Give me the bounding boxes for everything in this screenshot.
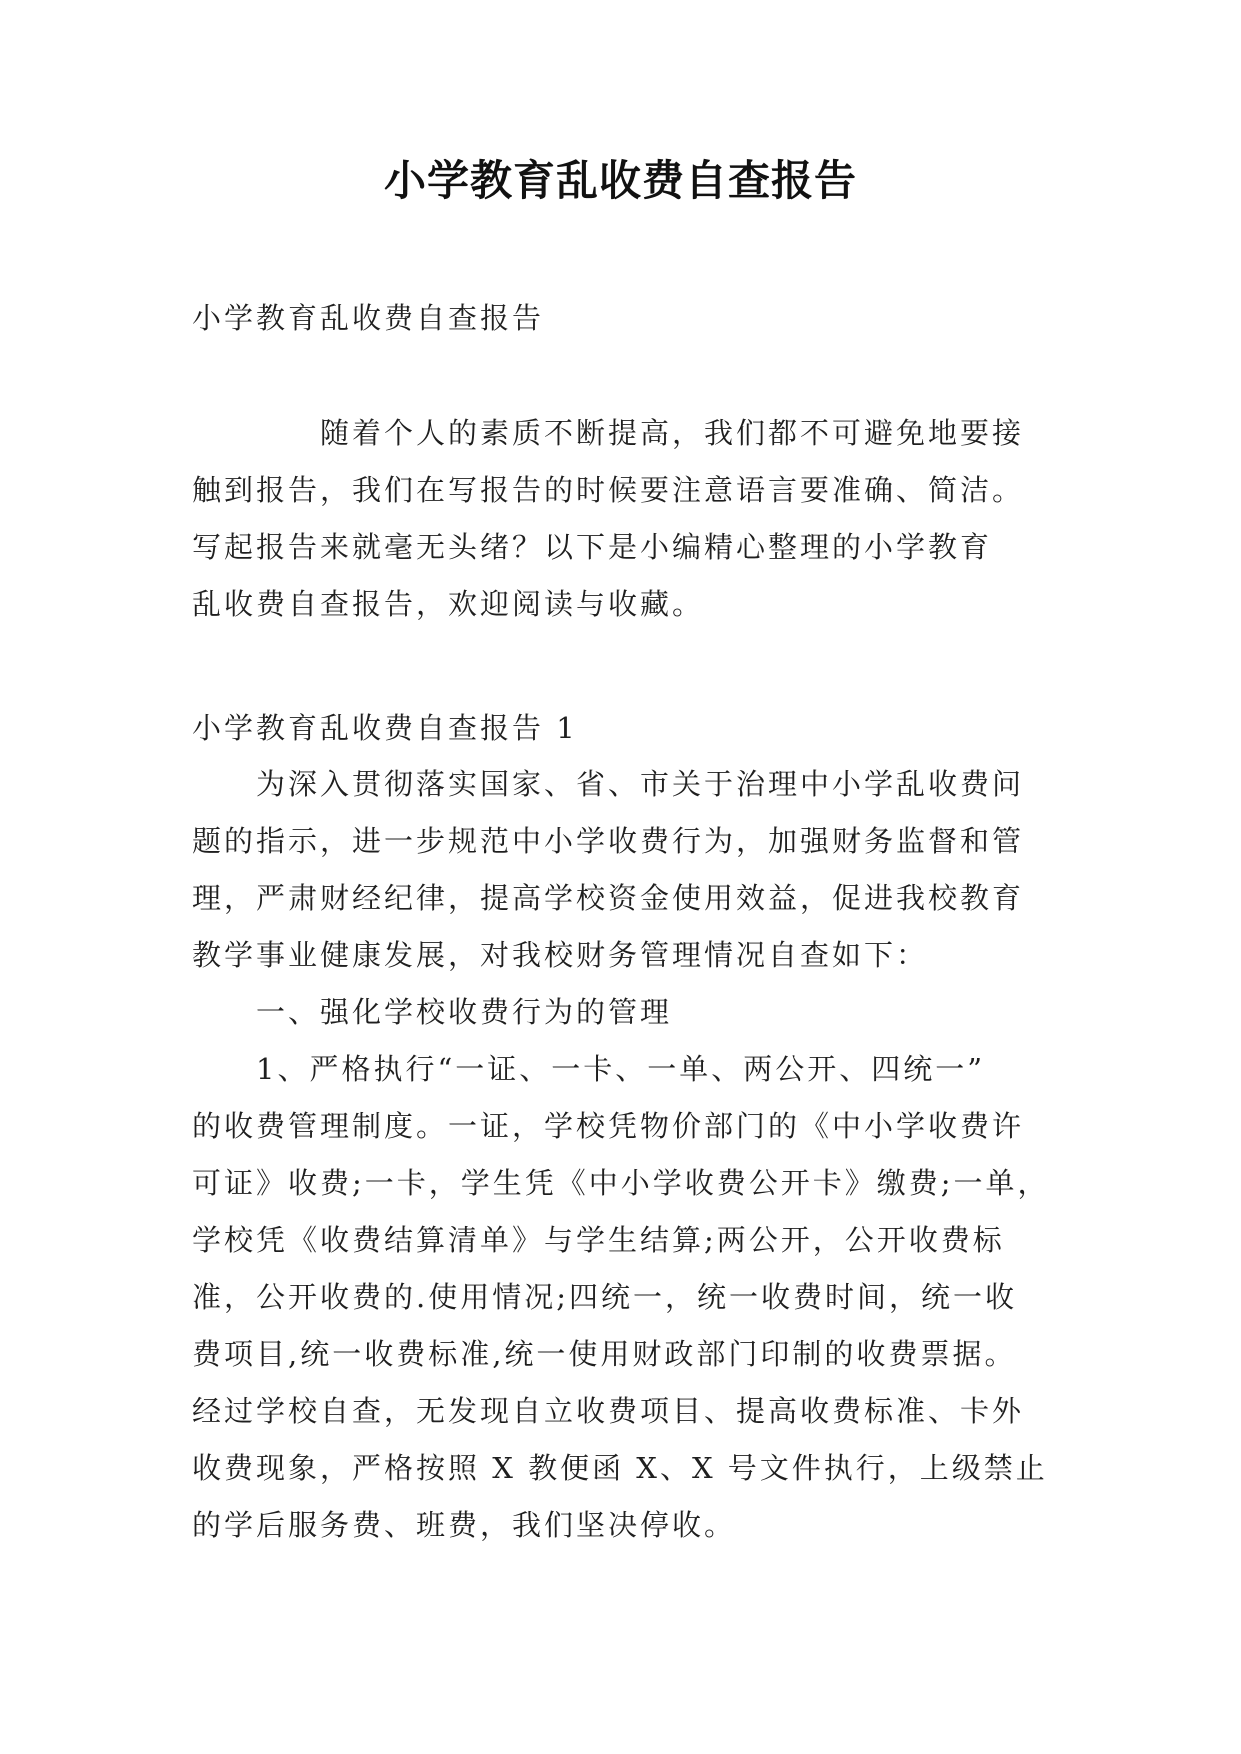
section-content <box>192 756 1072 1554</box>
content-line: 教学事业健康发展，对我校财务管理情况自查如下： <box>192 938 929 972</box>
document-subtitle <box>192 290 1072 347</box>
content-line: 一、强化学校收费行为的管理 <box>192 995 673 1029</box>
content-line: 的收费管理制度。一证，学校凭物价部门的《中小学收费许 <box>192 1109 1025 1143</box>
section-heading <box>192 700 1072 757</box>
section-heading-line: 小学教育乱收费自查报告 1 <box>192 711 578 745</box>
content-line: 题的指示，进一步规范中小学收费行为，加强财务监督和管 <box>192 824 1025 858</box>
document-title: 小学教育乱收费自查报告 <box>383 156 857 205</box>
content-line: 准，公开收费的.使用情况;四统一，统一收费时间，统一收 <box>192 1280 1017 1314</box>
content-line: 的学后服务费、班费，我们坚决停收。 <box>192 1508 737 1542</box>
intro-paragraph <box>192 405 1072 633</box>
content-line: 为深入贯彻落实国家、省、市关于治理中小学乱收费问 <box>192 767 1025 801</box>
intro-line: 乱收费自查报告，欢迎阅读与收藏。 <box>192 587 705 621</box>
subtitle-line: 小学教育乱收费自查报告 <box>192 301 545 335</box>
content-line: 经过学校自查，无发现自立收费项目、提高收费标准、卡外 <box>192 1394 1025 1428</box>
intro-line: 触到报告，我们在写报告的时候要注意语言要准确、简洁。 <box>192 473 1025 507</box>
content-line: 理，严肃财经纪律，提高学校资金使用效益，促进我校教育 <box>192 881 1025 915</box>
content-line: 费项目,统一收费标准,统一使用财政部门印制的收费票据。 <box>192 1337 1017 1371</box>
content-line: 学校凭《收费结算清单》与学生结算;两公开，公开收费标 <box>192 1223 1005 1257</box>
content-line: 收费现象，严格按照 X 教便函 X、X 号文件执行，上级禁止 <box>192 1451 1048 1485</box>
content-line: 可证》收费;一卡，学生凭《中小学收费公开卡》缴费;一单， <box>192 1166 1050 1200</box>
intro-line: 写起报告来就毫无头绪？以下是小编精心整理的小学教育 <box>192 530 993 564</box>
intro-line: 随着个人的素质不断提高，我们都不可避免地要接 <box>192 416 1025 450</box>
content-line: 1、严格执行“一证、一卡、一单、两公开、四统一” <box>192 1052 986 1086</box>
